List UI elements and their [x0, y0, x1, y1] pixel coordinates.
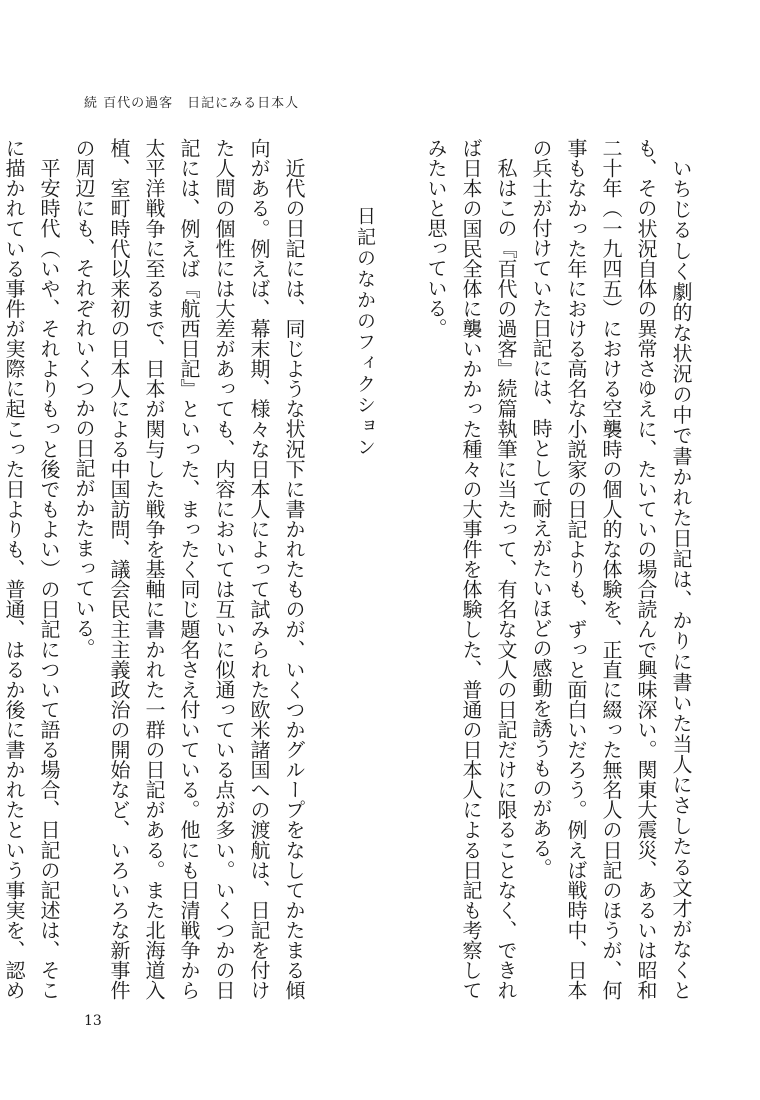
book-title: 続 百代の過客 — [84, 96, 174, 111]
vertical-text-block — [2, 138, 698, 1000]
chapter-title: 日記にみる日本人 — [187, 96, 300, 111]
section-paragraph-1: 近代の日記には、同じような状況下に書かれたものが、いくつかグループをなしてかたまる傾向がある。例えば、幕末期、様々な日本人によって試みられた欧米諸国への渡航は、日記を付けた人間の個性には大差があっても、内容においては互いに似通っている点が多い。いくつかの日記には、例えば『航西日記』といった、まったく同じ題名さえ付いている。他にも日清戦争から太平洋戦争に至るまで、日本が関与した戦争を基軸に書かれた一群の日記がある。また北海道入植、室町時代以来初の日本人による中国訪問、議会民主主義政治の開始など、いろいろな新事件の周辺にも、それぞれいくつかの日記がかたまっている。 — [72, 138, 306, 1000]
section-heading: 日記のなかのフィクション — [354, 206, 376, 458]
section-paragraph-2: 平安時代（いや、それよりもっと後でもよい）の日記について語る場合、日記の記述は、そこに描かれている事件が実際に起こった日よりも、普通、はるか後に書かれたという事実を、認め — [2, 138, 61, 1000]
intro-paragraph-1: いちじるしく劇的な状況の中で書かれた日記は、かりに書いた当人にさしたる文才がなくとも、その状況自体の異常さゆえに、たいていの場合読んで興味深い。関東大震災、あるいは昭和二十年（一九四五）における空襲時の個人的な体験を、正直に綴った無名人の日記のほうが、何事もなかった年における高名な小説家の日記よりも、ずっと面白いだろう。例えば戦時中、日本の兵士が付けていた日記には、時として耐えがたいほどの感動を誘うものがある。 — [529, 138, 693, 1000]
running-head — [84, 92, 299, 111]
page-number: 13 — [84, 1013, 102, 1029]
intro-paragraph-2: 私はこの『百代の過客』続篇執筆に当たって、有名な文人の日記だけに限ることなく、できれば日本の国民全体に襲いかかった種々の大事件を体験した、普通の日本人による日記も考察してみたいと思っている。 — [424, 138, 518, 1000]
